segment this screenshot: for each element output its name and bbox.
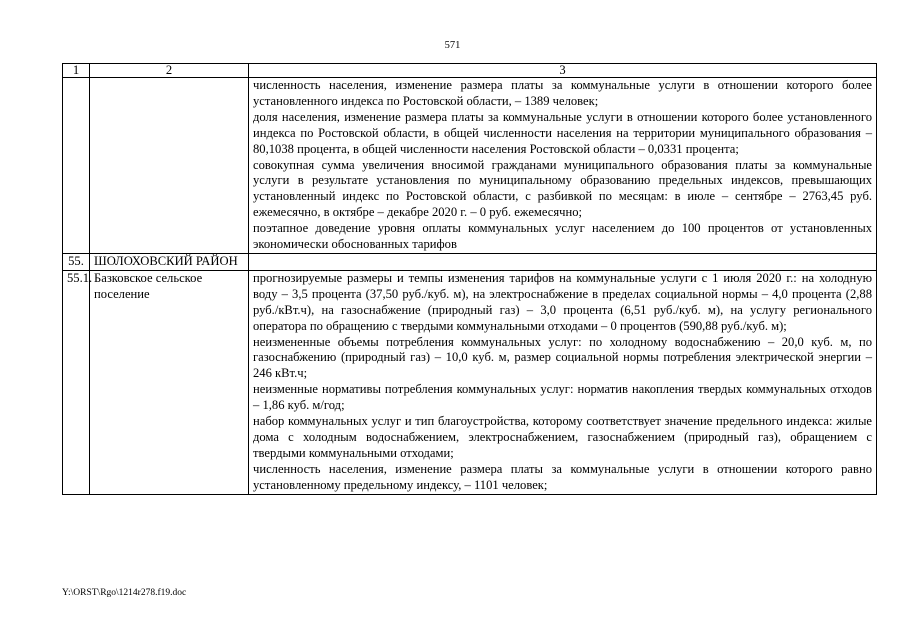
row-description <box>249 253 877 270</box>
description-paragraph: доля населения, изменение размера платы за коммунальные услуги в отношении которого более установленного индекса по Ростовской области, в общей численности населения на территории муниципального образования – 80,1038 процента, в общей численности населения Ростовской области – 0,0331 процента; <box>253 109 872 156</box>
description-paragraph: набор коммунальных услуг и тип благоустройства, которому соответствует значение предельного индекса: жилые дома с холодным водоснабжением, электроснабжением, газоснабжением (природный газ), обращением с твердыми коммунальными отходами; <box>253 414 872 460</box>
row-number: 55.1. <box>63 270 90 494</box>
page-number: 571 <box>444 40 461 51</box>
table-row <box>63 253 877 270</box>
row-description <box>249 78 877 254</box>
table-header-row <box>63 64 877 78</box>
description-paragraph: поэтапное доведение уровня оплаты коммунальных услуг населением до 100 процентов от установленных экономически обоснованных тарифов <box>253 221 872 252</box>
municipality-name: Базковское сельское поселение <box>90 270 249 494</box>
municipality-name: ШОЛОХОВСКИЙ РАЙОН <box>90 253 249 270</box>
description-paragraph: неизмененные объемы потребления коммунальных услуг: по холодному водоснабжению – 20,0 куб. м, по газоснабжению (природный газ) – 10,0 куб. м, размер социальной нормы потребления электрической энергии – 246 кВт.ч; <box>253 334 872 381</box>
description-paragraph: прогнозируемые размеры и темпы изменения тарифов на коммунальные услуги с 1 июля 2020 г.: на холодную воду – 3,5 процента (37,50 руб./куб. м), на электроснабжение в пределах социальной нормы – 4,0 процента (2,88 руб./кВт.ч), на газоснабжение (природный газ) – 3,0 процента (6,51 руб./куб. м), на услугу регионального оператора по обращению с твердыми коммунальными отходами – 0 процентов (590,88 руб./куб. м); <box>253 270 872 333</box>
row-number: 55. <box>63 253 90 270</box>
description-paragraph: численность населения, изменение размера платы за коммунальные услуги в отношении которого равно установленному предельному индексу, – 1101 человек; <box>253 461 872 492</box>
municipality-name <box>90 78 249 254</box>
column-header-1: 1 <box>63 64 90 78</box>
document-table <box>62 63 877 495</box>
table-row <box>63 270 877 494</box>
footer-file-path: Y:\ORST\Rgo\1214r278.f19.doc <box>62 588 187 598</box>
description-paragraph: неизменные нормативы потребления коммунальных услуг: норматив накопления твердых коммунальных отходов – 1,86 куб. м/год; <box>253 382 872 413</box>
row-description <box>249 270 877 494</box>
table-row <box>63 78 877 254</box>
column-header-2: 2 <box>90 64 249 78</box>
description-paragraph: совокупная сумма увеличения вносимой гражданами муниципального образования платы за коммунальные услуги в результате установления по муниципальному образованию предельных индексов, превышающих установленный индекс по Ростовской области, с разбивкой по месяцам: в июле – сентябре – 2763,45 руб. ежемесячно, в октябре – декабре 2020 г. – 0 руб. ежемесячно; <box>253 157 872 220</box>
row-number <box>63 78 90 254</box>
description-paragraph: численность населения, изменение размера платы за коммунальные услуги в отношении которого более установленного индекса по Ростовской области, – 1389 человек; <box>253 78 872 108</box>
column-header-3: 3 <box>249 64 877 78</box>
